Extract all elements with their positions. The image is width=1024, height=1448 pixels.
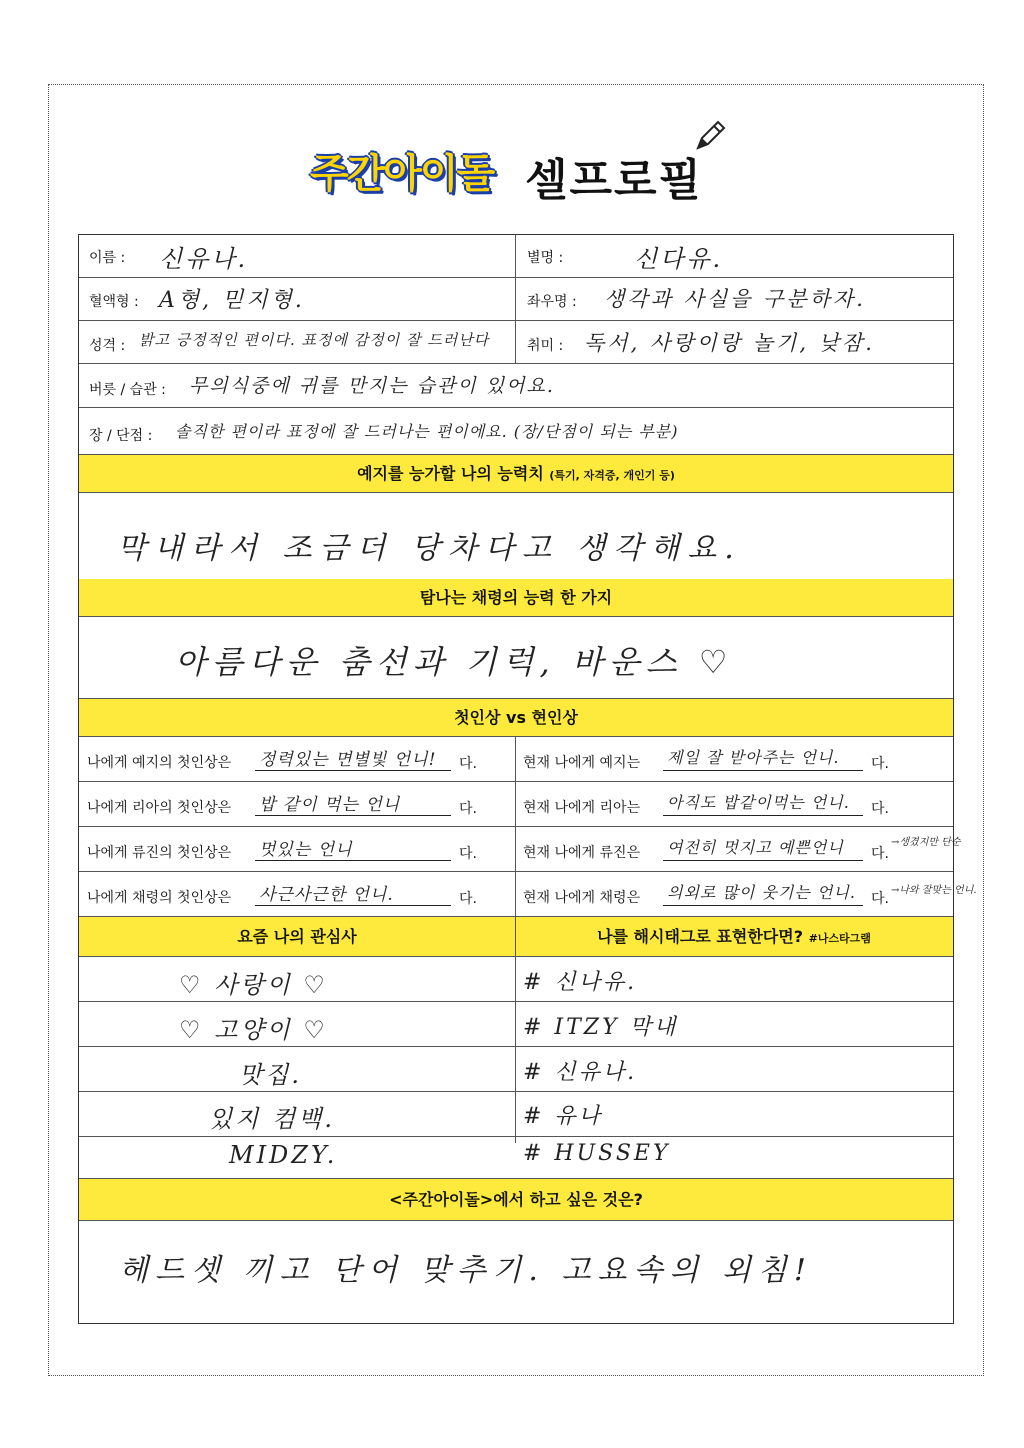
- hashtag-item: # 유나: [523, 1104, 603, 1129]
- first-ryujin-label: 나에게 류진의 첫인상은: [87, 845, 232, 861]
- current-chaeryeong-note: →나와 잘맞는 언니.: [891, 885, 977, 896]
- interest-item: ♡ 사랑이 ♡: [179, 971, 328, 999]
- hobby-value: 독서, 사랑이랑 놀기, 낮잠.: [584, 331, 875, 355]
- current-yeji-label: 현재 나에게 예지는: [523, 755, 641, 771]
- page-title: 셀프로필: [525, 155, 704, 206]
- blood-label: 혈액형 :: [89, 294, 139, 310]
- hobby-label: 취미 :: [527, 338, 564, 354]
- current-chaeryeong-end: 다.: [871, 891, 889, 907]
- current-ryujin-label: 현재 나에게 류진은: [523, 845, 641, 861]
- hashtag-item: # 신유나.: [523, 1060, 638, 1085]
- current-chaeryeong-value: 의외로 많이 웃기는 언니.: [667, 883, 856, 902]
- current-ryujin-end: 다.: [871, 846, 889, 862]
- first-lia-label: 나에게 리아의 첫인상은: [87, 800, 232, 816]
- weekly-idol-logo: [310, 140, 510, 202]
- impression-header: [79, 699, 953, 737]
- hashtag-title: 나를 해시태그로 표현한다면?: [597, 927, 803, 946]
- current-lia-label: 현재 나에게 리아는: [523, 800, 641, 816]
- interest-item: 있지 컴백.: [209, 1105, 335, 1133]
- current-ryujin-note: →생겼지만 단순: [891, 837, 961, 848]
- blood-value: A형, 믿지형.: [159, 288, 305, 313]
- first-chaeryeong-label: 나에게 채령의 첫인상은: [87, 890, 232, 906]
- pencil-icon: [692, 118, 728, 154]
- first-ryujin-value: 멋있는 언니: [259, 840, 353, 860]
- impression-title: 첫인상 vs 현인상: [454, 708, 578, 727]
- list-row: [79, 1137, 953, 1179]
- personality-value: 밝고 긍정적인 편이다. 표정에 감정이 잘 드러난다: [139, 331, 490, 349]
- interest-title: 요즘 나의 관심사: [237, 927, 357, 946]
- ability-value: 막내라서 조금더 당차다고 생각해요.: [117, 531, 742, 566]
- interest-hashtag-header: [79, 917, 953, 957]
- first-yeji-value: 정력있는 면별빛 언니!: [259, 750, 437, 770]
- interest-item: 맛집.: [239, 1061, 302, 1089]
- ability-title: 예지를 능가할 나의 능력치: [357, 464, 544, 483]
- current-yeji-value: 제일 잘 받아주는 언니.: [667, 748, 840, 767]
- nickname-value: 신다유.: [634, 245, 724, 273]
- current-chaeryeong-label: 현재 나에게 채령은: [523, 890, 641, 906]
- name-label: 이름 :: [89, 250, 126, 266]
- strength-value: 솔직한 편이라 표정에 잘 드러나는 편이에요. (장/단점이 되는 부분): [175, 422, 679, 441]
- habit-value: 무의식중에 귀를 만지는 습관이 있어요.: [189, 375, 555, 397]
- ability-header: [79, 455, 953, 493]
- first-yeji-label: 나에게 예지의 첫인상은: [87, 755, 232, 771]
- first-chaeryeong-value: 사근사근한 언니.: [259, 885, 394, 905]
- first-lia-end: 다.: [459, 801, 477, 817]
- name-value: 신유나.: [159, 245, 249, 273]
- habit-label: 버릇 / 습관 :: [89, 382, 166, 398]
- first-chaeryeong-end: 다.: [459, 891, 477, 907]
- current-lia-value: 아직도 밥같이먹는 언니.: [667, 793, 850, 812]
- current-lia-end: 다.: [871, 801, 889, 817]
- covet-title: 탐나는 채령의 능력 한 가지: [419, 588, 613, 607]
- list-row: [79, 1047, 953, 1092]
- motto-value: 생각과 사실을 구분하자.: [604, 287, 866, 311]
- logo-text: 주간아이돌: [310, 151, 494, 197]
- hashtag-item: # 신나유.: [523, 970, 638, 995]
- profile-table: [78, 234, 977, 1324]
- wish-title: <주간아이돌>에서 하고 싶은 것은?: [389, 1190, 643, 1209]
- motto-label: 좌우명 :: [527, 294, 577, 310]
- personality-label: 성격 :: [89, 338, 126, 354]
- profile-header: [310, 132, 730, 212]
- hashtag-item: # HUSSEY: [523, 1141, 671, 1166]
- hashtag-item: # ITZY 막내: [523, 1015, 679, 1040]
- wish-header: [79, 1179, 953, 1221]
- covet-header: [79, 579, 953, 617]
- first-yeji-end: 다.: [459, 756, 477, 772]
- hashtag-header-group: [515, 917, 953, 959]
- interest-item: ♡ 고양이 ♡: [179, 1016, 328, 1044]
- first-lia-value: 밥 같이 먹는 언니: [259, 795, 401, 815]
- interest-item: MIDZY.: [229, 1141, 338, 1169]
- first-ryujin-end: 다.: [459, 846, 477, 862]
- wish-value: 헤드셋 끼고 단어 맞추기. 고요속의 외침!: [119, 1253, 813, 1288]
- current-yeji-end: 다.: [871, 756, 889, 772]
- covet-value: 아름다운 춤선과 기럭, 바운스 ♡: [175, 643, 734, 681]
- current-ryujin-value: 여전히 멋지고 예쁜언니: [667, 838, 844, 857]
- nickname-label: 별명 :: [527, 250, 564, 266]
- hashtag-subtitle: #나스타그램: [808, 932, 871, 945]
- strength-label: 장 / 단점 :: [89, 428, 153, 444]
- ability-subtitle: (특기, 자격증, 개인기 등): [549, 469, 675, 482]
